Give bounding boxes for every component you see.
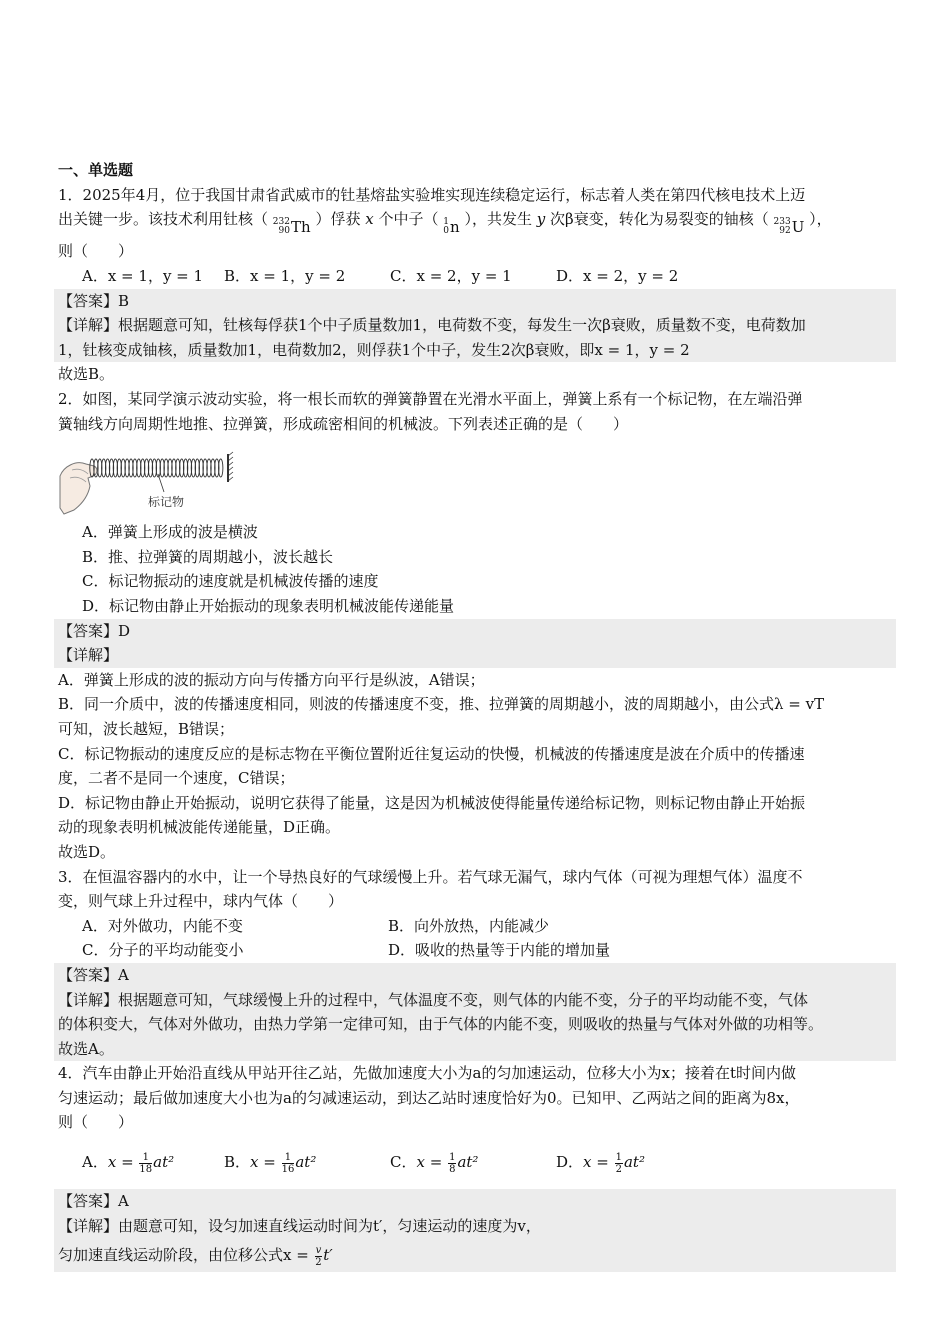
q2-option-b[interactable]: B．推、拉弹簧的周期越小，波长越长 [82,547,334,566]
q2-stem-line2: 簧轴线方向周期性地推、拉弹簧，形成疏密相间的机械波。下列表述正确的是（ ） [58,414,629,433]
q4-stem-line1: 4．汽车由静止开始沿直线从甲站开往乙站，先做加速度大小为a的匀加速运动，位移大小为x；接着在t时间内做 [58,1064,796,1083]
q3-option-b[interactable]: B．向外放热，内能减少 [388,916,550,935]
q1-detail-line2: 1，钍核变成铀核，质量数加1，电荷数加2，则俘获1个中子，发生2次β衰败，即x = 1，y = 2 [58,340,690,359]
question-2 [58,387,896,865]
question-4 [58,1061,896,1272]
q1-answer: 【答案】B [58,291,130,310]
q4-answer-block [54,1189,896,1272]
q1-stem-line2: 出关键一步。该技术利用钍核（ 232 90 Th ）俘获 x 个中子（ 1 0 n ），共发生 y 次β衰变，转化为易裂变的铀核（ 233 92 U ）， [58,207,896,239]
hand-illustration [60,463,97,514]
q1-stem-line3: 则（ ） [58,242,134,261]
q1-option-d[interactable]: D．x = 2，y = 2 [556,267,679,286]
q2-stem-line1: 2．如图，某同学演示波动实验，将一根长而软的弹簧静置在光滑水平面上，弹簧上系有一个标记物，在左端沿弹 [58,390,803,409]
q4-option-b[interactable]: B．x = $\frac{1}{16}$ at² [224,1151,317,1175]
q3-options [58,914,896,963]
q3-answer-block [54,963,896,1061]
spring-diagram [58,438,258,518]
q2-detail-line3: 可知，波长越短，B错误； [58,719,235,738]
spring-figure [58,438,896,518]
q2-answer-block [54,619,896,668]
q2-detail-head: 【详解】 [58,646,119,665]
q1-stem-line1: 1．2025年4月，位于我国甘肃省武威市的钍基熔盐实验堆实现连续稳定运行，标志着人类在第四代核电技术上迈 [58,185,806,204]
q4-option-d[interactable]: D．x = $\frac{1}{2}$ at² [556,1151,645,1175]
uranium-nucleus: 233 92 U [773,217,805,237]
q1-option-c[interactable]: C．x = 2，y = 1 [390,267,512,286]
thorium-nucleus: 232 90 Th [272,217,311,237]
question-3 [58,865,896,1062]
q3-stem-line1: 3．在恒温容器内的水中，让一个导热良好的气球缓慢上升。若气球无漏气，球内气体（可视为理想气体）温度不 [58,867,803,886]
q2-detail-line6: D．标记物由静止开始振动，说明它获得了能量，这是因为机械波使得能量传递给标记物，则标记物由静止开始振 [58,793,806,812]
q2-options [58,520,896,618]
q3-conclusion: 故选A。 [58,1039,114,1058]
q3-option-a[interactable]: A．对外做功，内能不变 [82,916,243,935]
q1-detail-line1: 【详解】根据题意可知，钍核每俘获1个中子质量数加1，电荷数不变，每发生一次β衰败，质量数不变，电荷数加 [58,316,806,335]
q2-conclusion: 故选D。 [58,842,116,861]
q2-detail-line4: C．标记物振动的速度反应的是标志物在平衡位置附近往复运动的快慢，机械波的传播速度是波在介质中的传播速 [58,744,805,763]
section-title: 一、单选题 [58,161,134,179]
q4-option-c[interactable]: C．x = $\frac{1}{8}$ at² [390,1151,479,1175]
marker-label: 标记物 [148,495,185,510]
q2-detail-line5: 度，二者不是同一个速度，C错误； [58,769,295,788]
neutron: 1 0 n [443,217,460,237]
q4-detail-line2: 匀加速直线运动阶段，由位移公式x = $\frac{v}{2}$ t′ [58,1244,333,1268]
q1-option-a[interactable]: A．x = 1，y = 1 [82,267,204,286]
q1-conclusion: 故选B。 [58,365,115,384]
q4-detail-line1: 【详解】由题意可知，设匀加速直线运动时间为t′，匀速运动的速度为v， [58,1216,541,1235]
q3-stem-line2: 变，则气球上升过程中，球内气体（ ） [58,892,344,911]
document-page [58,158,896,1272]
q2-answer: 【答案】D [58,621,131,640]
q4-option-a[interactable]: A．x = $\frac{1}{18}$ at² [82,1151,175,1175]
q2-detail-line7: 动的现象表明机械波能传递能量，D正确。 [58,818,341,837]
q1-option-b[interactable]: B．x = 1，y = 2 [224,267,346,286]
q3-detail-line1: 【详解】根据题意可知，气球缓慢上升的过程中，气体温度不变，则气体的内能不变，分子的平均动能不变，气体 [58,990,809,1009]
q2-option-d[interactable]: D．标记物由静止开始振动的现象表明机械波能传递能量 [82,597,455,616]
q4-stem-line2: 匀速运动；最后做加速度大小也为a的匀减速运动，到达乙站时速度恰好为0。已知甲、乙两站之间的距离为8x， [58,1088,800,1107]
q4-answer: 【答案】A [58,1192,129,1211]
q4-options [58,1147,896,1177]
q2-detail-line2: B．同一介质中，波的传播速度相同，则波的传播速度不变，推、拉弹簧的周期越小，波的周期越小，由公式λ = vT [58,695,825,714]
q1-answer-block [54,289,896,363]
q2-option-a[interactable]: A．弹簧上形成的波是横波 [82,523,258,542]
q3-option-c[interactable]: C．分子的平均动能变小 [82,941,244,960]
q3-answer: 【答案】A [58,965,129,984]
q3-detail-line2: 的体积变大，气体对外做功，由热力学第一定律可知，由于气体的内能不变，则吸收的热量与气体对外做的功相等。 [58,1015,824,1034]
question-1 [58,183,896,387]
q4-stem-line3: 则（ ） [58,1113,134,1132]
q2-option-c[interactable]: C．标记物振动的速度就是机械波传播的速度 [82,572,379,591]
q2-detail-line1: A．弹簧上形成的波的振动方向与传播方向平行是纵波，A错误； [58,670,485,689]
q1-options [58,264,896,289]
q3-option-d[interactable]: D．吸收的热量等于内能的增加量 [388,941,611,960]
